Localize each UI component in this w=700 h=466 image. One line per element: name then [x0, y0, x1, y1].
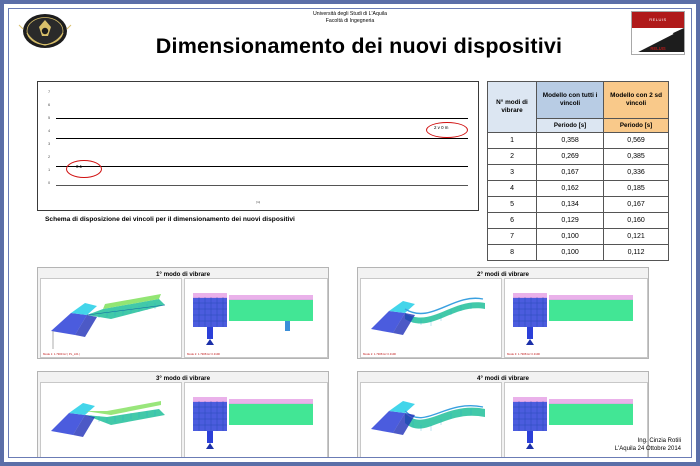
mode-4-left-tag: Mode 3: 1.6081 Hz 0.3190: [363, 456, 396, 458]
cell-mode-number: 1: [488, 133, 537, 149]
table-header-row-1: [488, 82, 669, 119]
footer-author: Ing. Cinzia Rotili: [637, 438, 681, 444]
mode-3-view-elevation: [184, 382, 328, 458]
footer-place-date: L'Aquila 24 Ottobre 2014: [614, 446, 681, 452]
reluis-logo-band: [632, 12, 684, 28]
x-axis-line: [56, 185, 468, 186]
mode-4-view-3d: [360, 382, 502, 458]
page-title: Dimensionamento dei nuovi dispositivi: [155, 34, 563, 58]
mode-panel-4: [357, 371, 649, 458]
y-tick-6: 6: [48, 103, 50, 107]
cell-mode-number: 7: [488, 229, 537, 245]
cell-period-2: 0,336: [604, 165, 669, 181]
cell-period-1: 0,358: [537, 133, 604, 149]
table-row: [488, 181, 669, 197]
table-header-model-two-constraints: Modello con 2 sd vincoli: [604, 82, 669, 119]
mode-1-left-tag: Mode 1: 1.7909 Hz | PL_L01 |: [43, 352, 81, 356]
y-tick-4: 4: [48, 129, 50, 133]
y-tick-1: 1: [48, 168, 50, 172]
mode-1-view-3d: [40, 278, 182, 358]
y-tick-2: 2: [48, 155, 50, 159]
mode-3-right-tag: Mode 2: 1.2908 Hz 0.3190: [187, 456, 220, 458]
x-axis-ticks: [56, 199, 470, 205]
cell-period-1: 0,129: [537, 213, 604, 229]
cell-mode-number: 4: [488, 181, 537, 197]
mode-2-left-tag: Mode 2: 1.7908 Hz 0.3190: [363, 352, 396, 356]
reluis-logo-caption: RELUIS: [650, 46, 666, 51]
table-row: [488, 245, 669, 261]
mode-1-view-elevation: [184, 278, 328, 358]
table-subheader-period-1: Periodo [s]: [537, 119, 604, 133]
y-tick-7: 7: [48, 90, 50, 94]
table-header-modes: N° modi di vibrare: [488, 82, 537, 133]
mode-2-right-tag: Mode 3: 1.7908 Hz 0.3190: [507, 352, 540, 356]
beam-line-mid: [56, 138, 468, 139]
mode-1-right-tag: Mode 2: 1.7908 Hz 0.3190: [187, 352, 220, 356]
mode-2-view-3d: [360, 278, 502, 358]
beam-line-lower: [56, 166, 468, 167]
reluis-logo: [631, 11, 685, 55]
mode-4-right-tag: Mode 4: 1.6081 Hz 0.3190: [507, 456, 540, 458]
cell-period-2: 0,160: [604, 213, 669, 229]
modes-table-wrapper: [487, 81, 669, 261]
cell-mode-number: 8: [488, 245, 537, 261]
cell-period-2: 0,121: [604, 229, 669, 245]
mode-panel-2-title: 2° modi di vibrare: [477, 271, 529, 278]
university-name: Università degli Studi di L'Aquila: [313, 11, 387, 17]
annotation-ellipse-left: [66, 160, 102, 178]
annotation-right-label: 2 v 0 m: [434, 125, 449, 130]
mode-panel-3-title: 3° modo di vibrare: [155, 375, 211, 382]
table-header-model-all-constraints: Modello con tutti i vincoli: [537, 82, 604, 119]
table-row: [488, 229, 669, 245]
slide-inner: [8, 8, 692, 458]
cell-period-1: 0,134: [537, 197, 604, 213]
mode-panel-4-title: 4° modi di vibrare: [477, 375, 529, 382]
modes-table: [487, 81, 669, 261]
cell-mode-number: 3: [488, 165, 537, 181]
cell-period-1: 0,162: [537, 181, 604, 197]
cell-period-2: 0,569: [604, 133, 669, 149]
mode-panel-1-title: 1° modo di vibrare: [155, 271, 211, 278]
beam-line-upper: [56, 118, 468, 119]
mode-3-view-3d: [40, 382, 182, 458]
mode-3-left-tag: Mode 3: 1.0959 Hz | 01 |: [43, 456, 74, 458]
faculty-name: Facoltà di Ingegneria: [325, 18, 375, 24]
cell-period-1: 0,100: [537, 245, 604, 261]
constraint-scheme-plot: [37, 81, 479, 211]
cell-mode-number: 6: [488, 213, 537, 229]
table-row: [488, 149, 669, 165]
cell-period-2: 0,385: [604, 149, 669, 165]
cell-period-2: 0,185: [604, 181, 669, 197]
mode-2-view-elevation: [504, 278, 648, 358]
cell-period-1: 0,167: [537, 165, 604, 181]
plot-caption: Schema di disposizione dei vincoli per il dimensionamento dei nuovi dispositivi: [45, 216, 295, 223]
table-row: [488, 133, 669, 149]
y-tick-0: 0: [48, 181, 50, 185]
reluis-logo-mark: [632, 28, 684, 52]
cell-mode-number: 5: [488, 197, 537, 213]
table-row: [488, 165, 669, 181]
cell-period-1: 0,269: [537, 149, 604, 165]
cell-period-2: 0,112: [604, 245, 669, 261]
mode-panel-1: [37, 267, 329, 359]
cell-period-1: 0,100: [537, 229, 604, 245]
table-row: [488, 197, 669, 213]
table-row: [488, 213, 669, 229]
mode-panel-2: [357, 267, 649, 359]
x-axis-label: [m]: [256, 200, 261, 204]
table-subheader-period-2: Periodo [s]: [604, 119, 669, 133]
y-tick-5: 5: [48, 116, 50, 120]
reluis-logo-text: RELUIS: [649, 17, 667, 22]
mode-panel-3: [37, 371, 329, 458]
annotation-left-label: 0.1: [76, 164, 83, 169]
footer: [615, 437, 681, 453]
cell-period-2: 0,167: [604, 197, 669, 213]
plot-inner: [38, 82, 478, 210]
cell-mode-number: 2: [488, 149, 537, 165]
institution-header: [9, 11, 691, 25]
y-tick-3: 3: [48, 142, 50, 146]
